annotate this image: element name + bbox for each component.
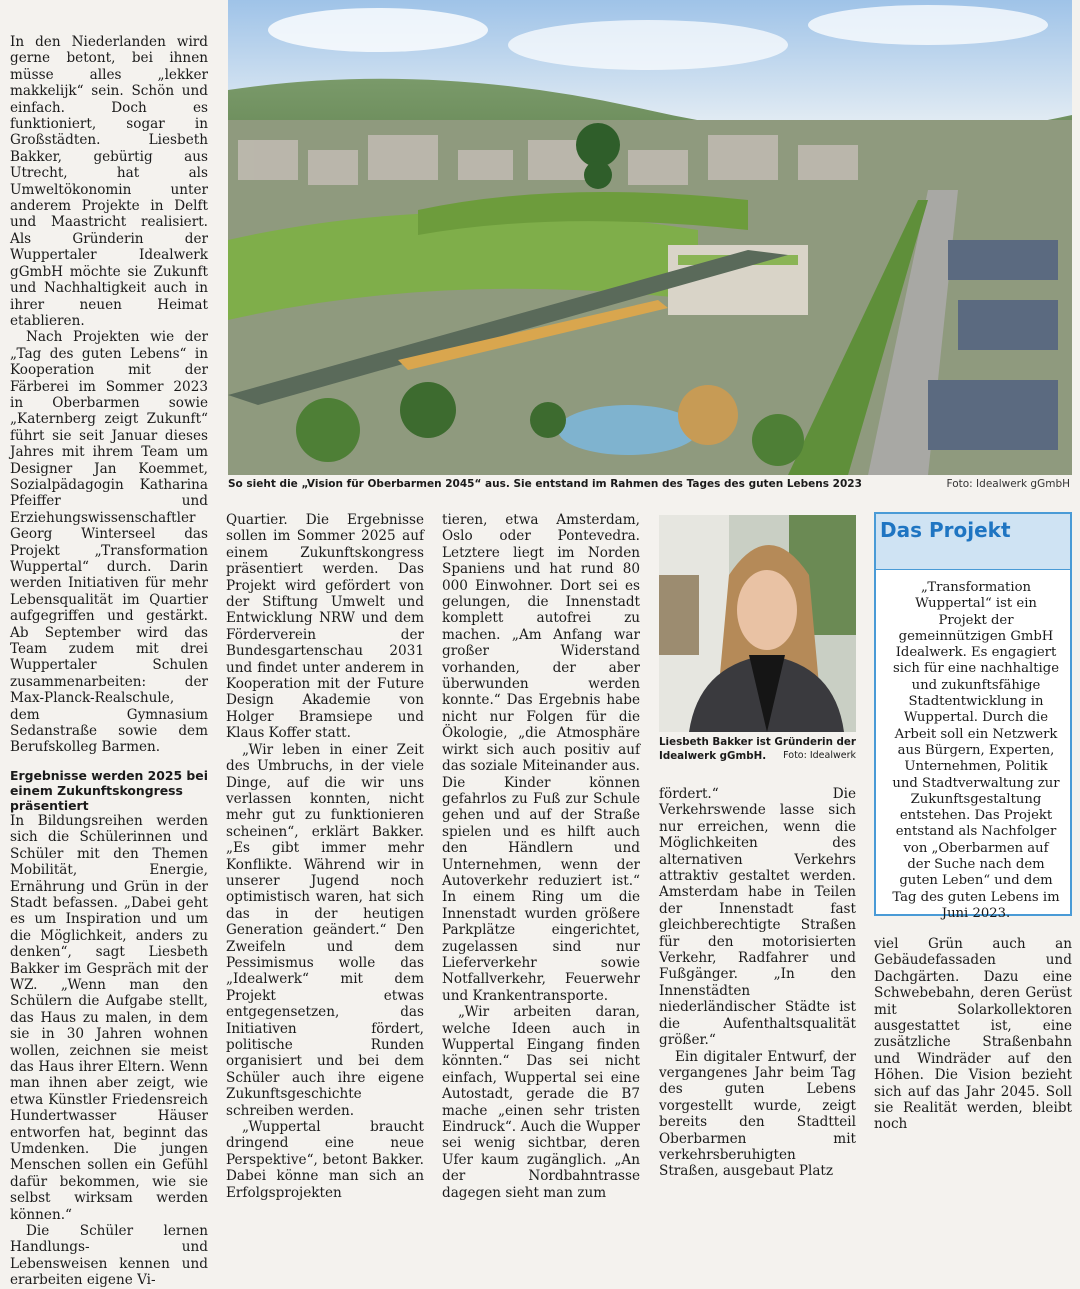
paragraph: fördert.“ Die Verkehrswende lasse sich nur erreichen, wenn die Möglichkeiten des alternativen Verkehrs attraktiv gestaltet werden. Amsterdam habe in Teilen der Innenstadt fast gleichberechtigte Straßen für den motorisierten Verkehr, Radfahrer und Fußgänger. „In den Innenstädten niederländischer Städte ist die Aufenthaltsqualität größer.“ <box>659 786 856 1049</box>
article-column-4 <box>659 786 856 1180</box>
article-column-2 <box>226 512 424 1201</box>
paragraph: In den Niederlanden wird gerne betont, bei ihnen müsse alles „lekker makkelijk“ sein. Schön und einfach. Doch es funktioniert, sogar in Großstädten. Liesbeth Bakker, gebürtig aus Utrecht, hat als Umweltökonomin unter anderem Projekte in Delft und Maastricht realisiert. Als Gründerin der Wuppertaler Idealwerk gGmbH möchte sie Zukunft und Nachhaltigkeit auch in ihrer neuen Heimat etablieren. <box>10 34 208 329</box>
article-column-3 <box>442 512 640 1201</box>
paragraph: „Wir arbeiten daran, welche Ideen auch in Wuppertal Eingang finden könnten.“ Das sei nicht einfach, Wuppertal sei eine Autostadt, gerade die B7 mache „einen sehr tristen Eindruck“. Auch die Wupper sei wenig sichtbar, deren Ufer kaum zugänglich. „An der Nordbahntrasse dagegen sieht man zum <box>442 1004 640 1201</box>
paragraph: viel Grün auch an Gebäudefassaden und Dachgärten. Dazu eine Schwebebahn, deren Gerüst mit Solarkollektoren ausgestattet ist, eine zusätzliche Straßenbahn und Windräder auf den Höhen. Die Vision bezieht sich auf das Jahr 2045. Soll sie Realität werden, bleibt noch <box>874 936 1072 1133</box>
portrait-caption <box>659 735 856 763</box>
info-box-header <box>876 514 1070 570</box>
paragraph: Ein digitaler Entwurf, der vergangenes Jahr beim Tag des guten Lebens vorgestellt wurde, zeigt bereits den Stadtteil Oberbarmen mit verkehrsberuhigten Straßen, ausgebaut Platz <box>659 1048 856 1180</box>
info-box-title: Das Projekt <box>880 518 1011 542</box>
paragraph: „Wuppertal braucht dringend eine neue Perspektive“, betont Bakker. Dabei könne man sich an Erfolgsprojekten <box>226 1119 424 1201</box>
main-photo-credit: Foto: Idealwerk gGmbH <box>946 478 1070 490</box>
paragraph: Die Schüler lernen Handlungs- und Lebensweisen kennen und erarbeiten eigene Vi- <box>10 1223 208 1289</box>
article-column-5 <box>874 936 1072 1133</box>
vision-oberbarmen-photo <box>228 0 1072 475</box>
paragraph: Quartier. Die Ergebnisse sollen im Sommer 2025 auf einem Zukunftskongress präsentiert werden. Das Projekt wird gefördert von der Stiftung Umwelt und Entwicklung NRW und dem Förderverein der Bundesgartenschau 2031 und findet unter anderem in Kooperation mit der Future Design Akademie von Holger Bramsiepe und Klaus Koffer statt. <box>226 512 424 742</box>
subheadline: Ergebnisse werden 2025 bei einem Zukunftskongress präsentiert <box>10 767 208 813</box>
paragraph: Nach Projekten wie der „Tag des guten Lebens“ in Kooperation mit der Färberei im Sommer 2023 in Oberbarmen sowie „Katernberg zeigt Zukunft“ führt sie seit Januar dieses Jahres mit ihrem Team um Designer Jan Koemmet, Sozialpädagogin Katharina Pfeiffer und Erziehungswissenschaftler Georg Winterseel das Projekt „Transformation Wuppertal“ durch. Darin werden Initiativen für mehr Lebensqualität im Quartier aufgegriffen und gestärkt. Ab September wird das Team zudem mit drei Wuppertaler Schulen zusammenarbeiten: der Max-Planck-Realschule, dem Gymnasium Sedanstraße sowie dem Berufskolleg Barmen. <box>10 329 208 756</box>
portrait-credit: Foto: Idealwerk <box>783 750 856 761</box>
portrait-caption-text: Liesbeth Bakker ist Gründerin der Idealwerk gGmbH. <box>659 736 856 762</box>
paragraph: tieren, etwa Amsterdam, Oslo oder Pontevedra. Letztere liegt im Norden Spaniens und hat rund 80 000 Einwohner. Dort sei es gelungen, die Innenstadt komplett autofrei zu machen. „Am Anfang war großer Widerstand vorhanden, der aber überwunden werden konnte.“ Das Ergebnis habe nicht nur Folgen für die Ökologie, „die Atmosphäre wirkt sich auch positiv auf das soziale Miteinander aus. Die Kinder können gefahrlos zu Fuß zur Schule gehen und auf der Straße spielen und es hilft auch den Händlern und Unternehmen, wenn der Autoverkehr reduziert ist.“ In einem Ring um die Innenstadt wurden größere Parkplätze eingerichtet, zugelassen sind nur Lieferverkehr sowie Notfallverkehr, Feuerwehr und Krankentransporte. <box>442 512 640 1004</box>
info-box-das-projekt <box>874 512 1072 921</box>
info-box-body: „Transformation Wuppertal“ ist ein Projekt der gemeinnützigen GmbH Idealwerk. Es engagiert sich für eine nachhaltige und zukunftsfähige Stadtentwicklung in Wuppertal. Durch die Arbeit soll ein Netzwerk aus Bürgern, Experten, Unternehmen, Politik und Stadtverwaltung zur Zukunftsgestaltung entstehen. Das Projekt entstand als Nachfolger von „Oberbarmen auf der Suche nach dem guten Leben“ und dem Tag des guten Lebens im Juni 2023. <box>892 580 1060 921</box>
liesbeth-bakker-portrait <box>659 515 856 732</box>
paragraph: In Bildungsreihen werden sich die Schülerinnen und Schüler mit den Themen Mobilität, Energie, Ernährung und Grün in der Stadt befassen. „Dabei geht es um Inspiration und um die Möglichkeit, anders zu denken“, sagt Liesbeth Bakker im Gespräch mit der WZ. „Wenn man den Schülern die Aufgabe stellt, das Haus zu malen, in dem sie in 30 Jahren wohnen wollen, zeichnen sie meist das Haus ihrer Eltern. Wenn man ihnen aber zeigt, wie etwa Künstler Friedensreich Hundertwasser Häuser entworfen hat, beginnt das Umdenken. Die jungen Menschen sollen ein Gefühl dafür bekommen, wie sie selbst wirksam werden können.“ <box>10 812 208 1223</box>
article-column-1 <box>10 34 208 1289</box>
paragraph: „Wir leben in einer Zeit des Umbruchs, in der viele Dinge, auf die wir uns verlassen konnten, nicht mehr gut zu funktionieren scheinen“, erklärt Bakker. „Es gibt immer mehr Konflikte. Während wir in unserer Jugend noch optimistisch waren, hat sich das in der heutigen Generation geändert.“ Den Zweifeln und dem Pessimismus wolle das „Idealwerk“ mit dem Projekt etwas entgegensetzen, das Initiativen fördert, politische Runden organisiert und bei dem Schüler auch ihre eigene Zukunftsgeschichte schreiben werden. <box>226 741 424 1119</box>
main-photo-caption: So sieht die „Vision für Oberbarmen 2045“ aus. Sie entstand im Rahmen des Tages des guten Lebens 2023 <box>228 478 862 490</box>
